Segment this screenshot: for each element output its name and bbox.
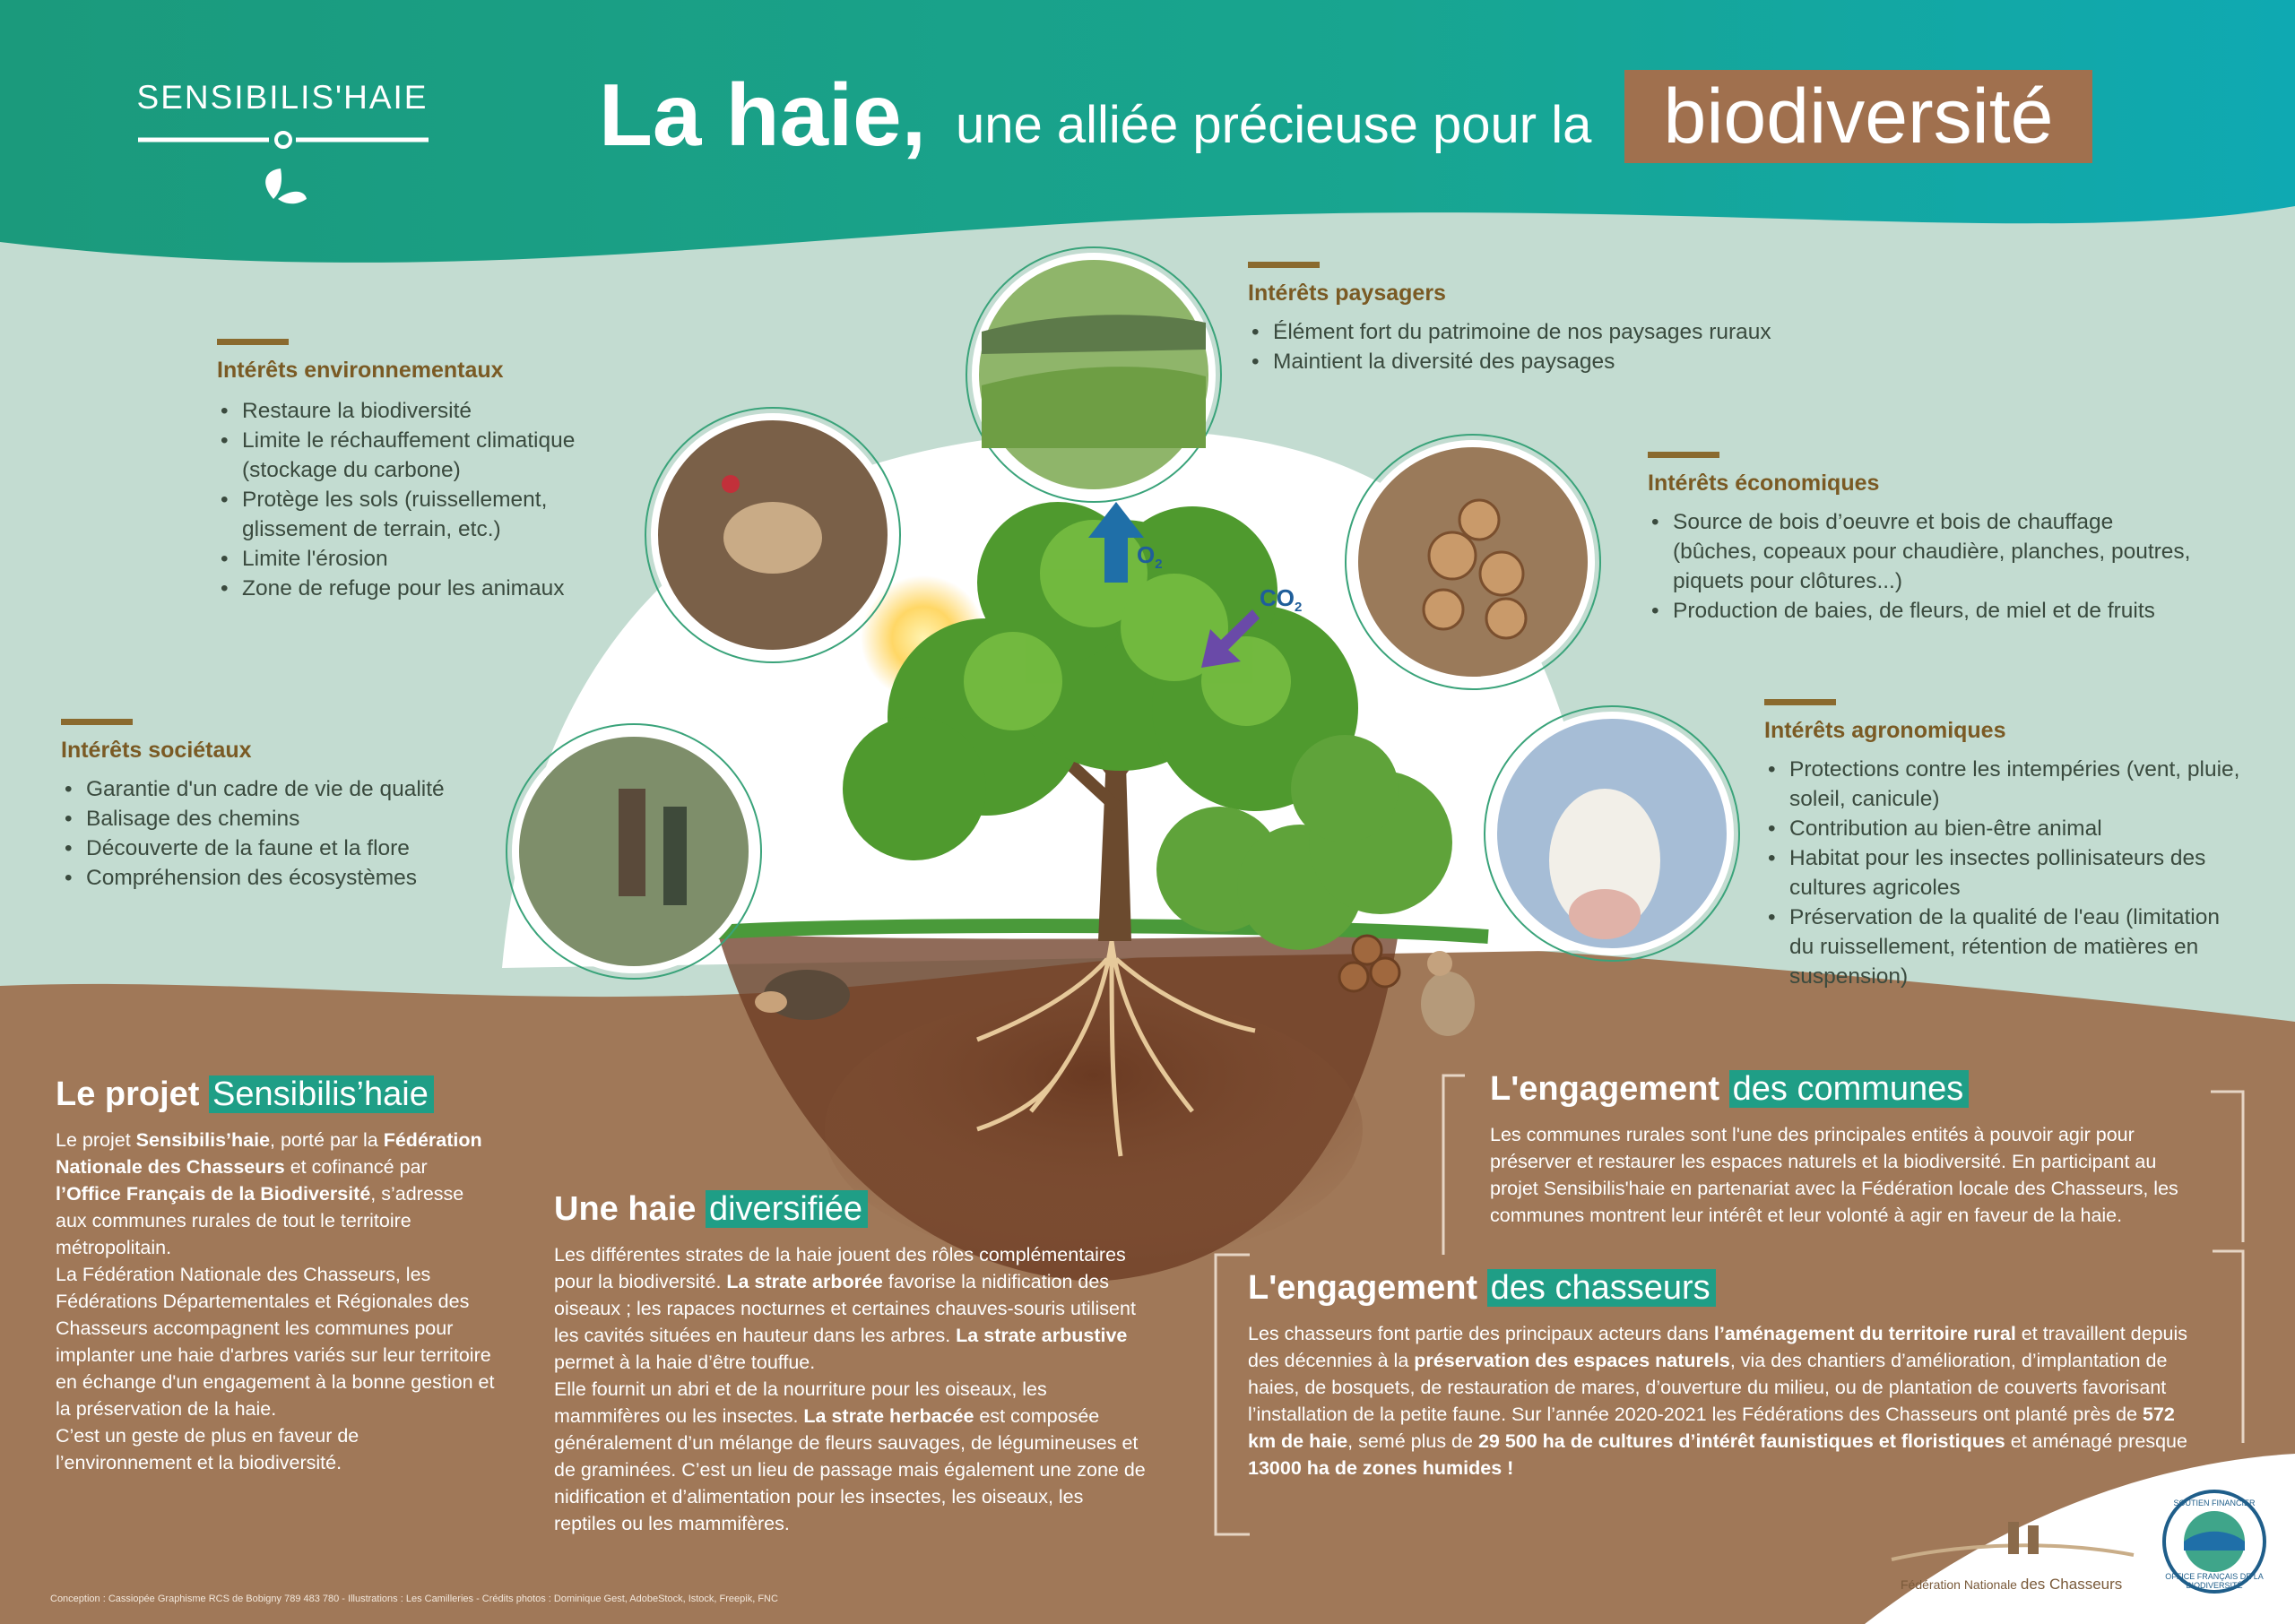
interets-societaux <box>61 719 473 893</box>
list-item: • Préservation de la qualité de l'eau (limitation du ruissellement, rétention de matières en suspension) <box>1764 903 2248 991</box>
section-bar <box>217 339 289 345</box>
interets-environnementaux-title: Intérêts environnementaux <box>217 358 504 383</box>
list-item: • Compréhension des écosystèmes <box>61 863 473 893</box>
interets-agronomiques-title: Intérêts agronomiques <box>1764 718 2006 743</box>
list-item: • Limite le réchauffement climatique (stockage du carbone) <box>217 426 611 485</box>
projet-text: Le projet Sensibilis’haie, porté par la Fédération Nationale des Chasseurs et cofinancé par l’Office Français de la Biodiversité, s’adresse aux communes rurales de tout le territoire métropolitain. La Fédération Nationale des Chasseurs, les Fédérations Départementales et Régionales des Chasseurs accompagnent les communes pour implanter une haie d'arbres variés sur leur territoire en échange d'un engagement à la bonne gestion et la préservation de la haie. C’est un geste de plus en faveur de l’environnement et la biodiversité. <box>56 1129 495 1473</box>
credits-line: Conception : Cassiopée Graphisme RCS de Bobigny 789 483 780 - Illustrations : Les Camilleries - Crédits photos : Dominique Gest, AdobeStock, Istock, Freepik, FNC <box>50 1594 778 1604</box>
diversifiee-text: Les différentes strates de la haie jouent des rôles complémentaires pour la biodiversité. La strate arborée favorise la nidification des oiseaux ; les rapaces nocturnes et certaines chauves-souris utilisent les cavités situées en hauteur dans les arbres. La strate arbustive permet à la haie d’être touffue. Elle fournit un abri et de la nourriture pour les oiseaux, les mammifères ou les insectes. La strate herbacée est composée généralement d’un mélange de fleurs sauvages, de légumineuses et de graminées. C’est un lieu de passage mais également une zone de nidification et d’alimentation pour les insectes, les oiseaux, les reptiles ou les mammifères. <box>554 1244 1146 1534</box>
list-item: • Source de bois d’oeuvre et bois de chauffage (bûches, copeaux pour chaudière, planches, poutres, piquets pour clôtures...) <box>1648 507 2204 596</box>
list-item: • Production de baies, de fleurs, de miel et de fruits <box>1648 596 2204 626</box>
list-item: • Garantie d'un cadre de vie de qualité <box>61 774 473 804</box>
section-bar <box>61 719 133 725</box>
interets-societaux-list <box>61 774 473 893</box>
ofb-seal-text: SOUTIEN FINANCIER OFFICE FRANÇAIS DE LA BIODIVERSITÉ <box>2165 1499 2264 1590</box>
page-title-light: une alliée précieuse pour la <box>956 96 1592 154</box>
projet-section <box>56 1075 495 1476</box>
interets-environnementaux <box>217 339 611 603</box>
o2-label: $O_2$ <box>1137 541 1163 573</box>
communes-section <box>1490 1070 2207 1229</box>
page-title-bold: La haie, <box>599 65 926 164</box>
interets-agronomiques-list <box>1764 755 2248 991</box>
chasseurs-text: Les chasseurs font partie des principaux acteurs dans l’aménagement du territoire rural et travaillent depuis des décennies à la préservation des espaces naturels, via des chantiers d’amélioration, d’implantation de haies, de bosquets, de restauration de mares, d’ouverture du milieu, ou de plantation de couverts favorisant l’installation de la petite faune. Sur l’année 2020-2021 les Fédérations des Chasseurs ont planté près de 572 km de haie, semé plus de 29 500 ha de cultures d’intérêt faunistiques et floristiques et aménagé presque 13000 ha de zones humides ! <box>1248 1323 2188 1479</box>
list-item: • Balisage des chemins <box>61 804 473 834</box>
list-item: • Restaure la biodiversité <box>217 396 611 426</box>
interets-paysagers-list <box>1248 317 1822 376</box>
chasseurs-section <box>1248 1269 2198 1481</box>
diversifiee-heading: Une haie diversifiée <box>554 1190 1146 1229</box>
chasseurs-heading: L'engagement des chasseurs <box>1248 1269 2198 1308</box>
list-item: • Protège les sols (ruissellement, glissement de terrain, etc.) <box>217 485 611 544</box>
interets-societaux-title: Intérêts sociétaux <box>61 738 252 763</box>
interets-economiques-list <box>1648 507 2204 626</box>
interets-environnementaux-list <box>217 396 611 603</box>
interets-economiques-title: Intérêts économiques <box>1648 471 1880 496</box>
list-item: • Maintient la diversité des paysages <box>1248 347 1822 376</box>
list-item: • Zone de refuge pour les animaux <box>217 574 611 603</box>
logo-wordmark: SENSIBILIS'HAIE <box>136 79 429 116</box>
diversifiee-section <box>554 1190 1146 1537</box>
list-item: • Protections contre les intempéries (vent, pluie, soleil, canicule) <box>1764 755 2248 814</box>
communes-text: Les communes rurales sont l'une des principales entités à pouvoir agir pour préserver et restaurer les espaces naturels et la biodiversité. En participant au projet Sensibilis'haie en partenariat avec la Fédération locale des Chasseurs, les communes montrent leur intérêt et leur volonté à agir en faveur de la haie. <box>1490 1124 2178 1226</box>
section-bar <box>1764 699 1836 705</box>
list-item: • Habitat pour les insectes pollinisateurs des cultures agricoles <box>1764 843 2248 903</box>
section-bar <box>1648 452 1719 458</box>
list-item: • Contribution au bien-être animal <box>1764 814 2248 843</box>
projet-heading: Le projet Sensibilis’haie <box>56 1075 495 1114</box>
page-title-highlight-box <box>1624 70 2092 163</box>
interets-agronomiques <box>1764 699 2248 991</box>
page-title-highlight: biodiversité <box>1663 73 2054 160</box>
co2-label: $CO_2$ <box>1260 584 1303 616</box>
interets-paysagers-title: Intérêts paysagers <box>1248 281 1446 306</box>
list-item: • Élément fort du patrimoine de nos paysages ruraux <box>1248 317 1822 347</box>
section-bar <box>1248 262 1320 268</box>
fnc-logo-text: Fédération Nationale des Chasseurs <box>1901 1576 2123 1593</box>
interets-economiques <box>1648 452 2204 626</box>
interets-paysagers <box>1248 262 1822 376</box>
list-item: • Découverte de la faune et la flore <box>61 834 473 863</box>
communes-heading: L'engagement des communes <box>1490 1070 2207 1109</box>
list-item: • Limite l'érosion <box>217 544 611 574</box>
